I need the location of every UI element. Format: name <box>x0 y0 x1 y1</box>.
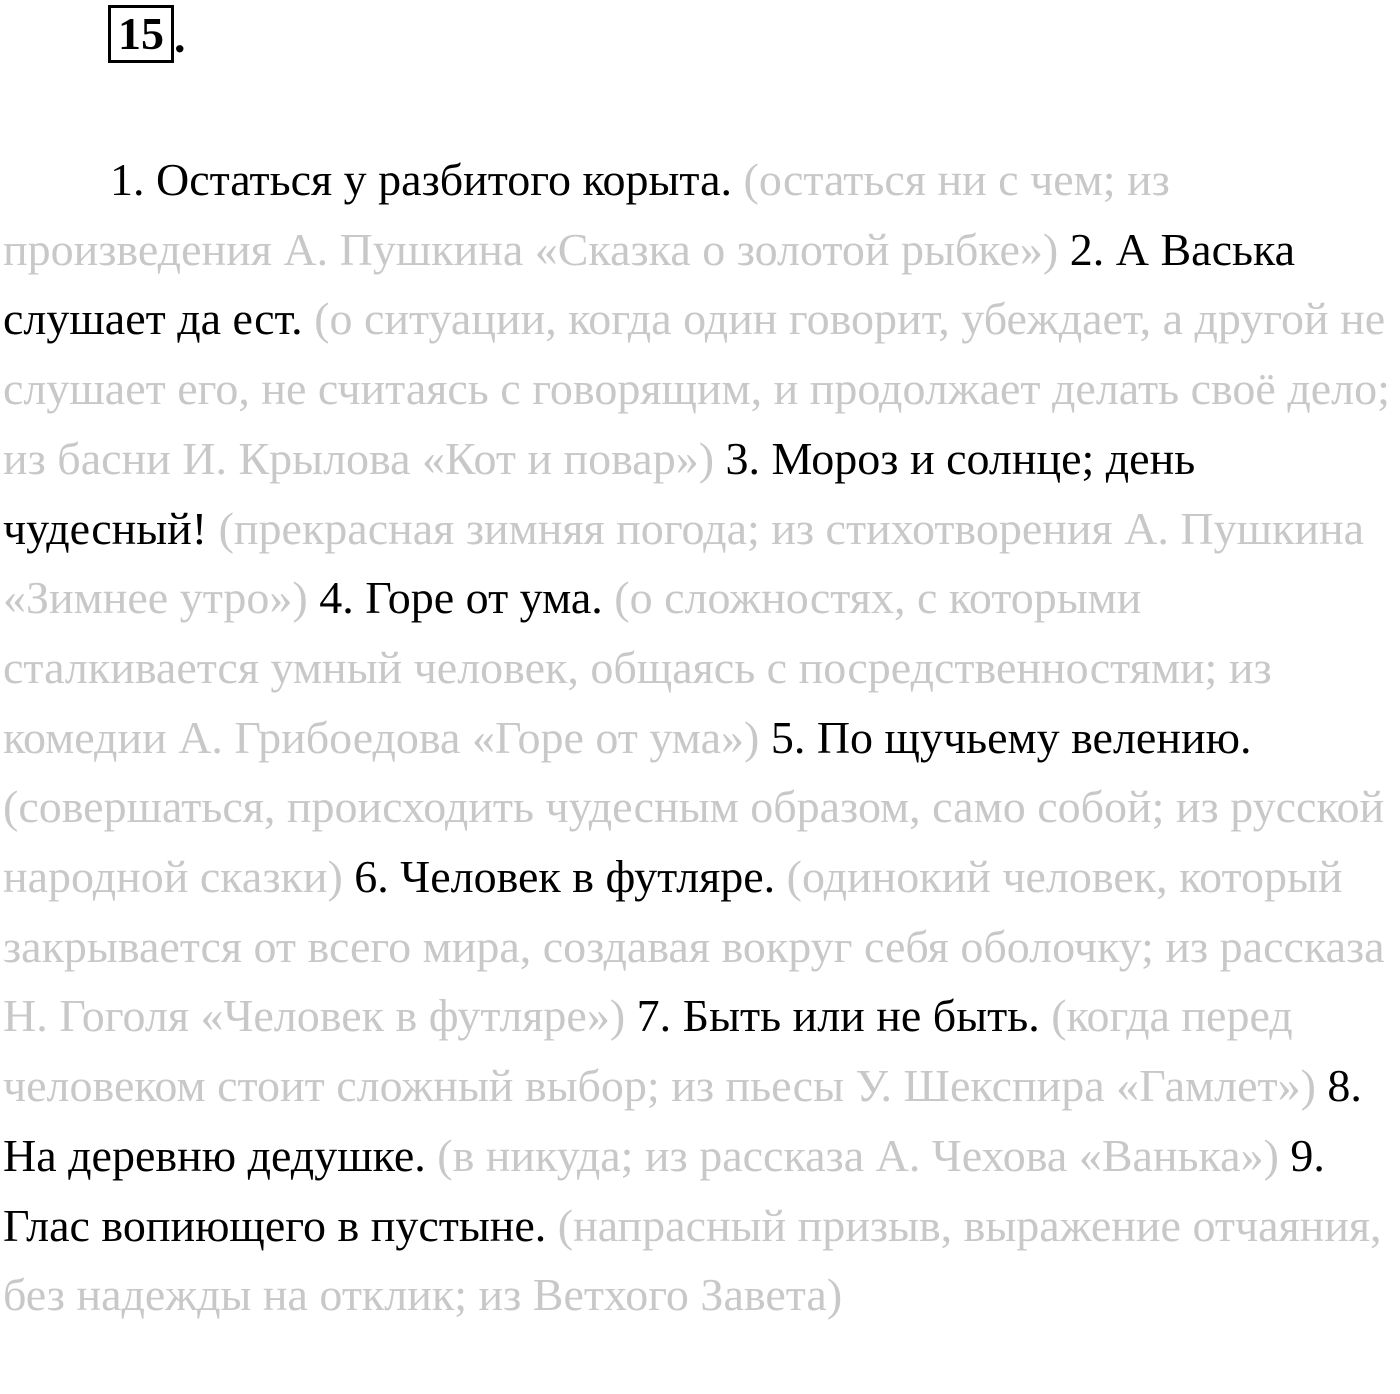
explanation-2: (о ситуации, когда один говорит, убеждает, а другой не слушает его, не считаясь с говорящим, и продолжает делать своё дело; из басни И. Крылова «Кот и повар») <box>3 293 1390 484</box>
explanation-4: (о сложностях, с которыми сталкивается умный человек, общаясь с посредственностями; из комедии А. Грибоедова «Горе от ума») <box>3 572 1272 763</box>
task-number-box: 15 <box>108 5 174 63</box>
phrase-5: 5. По щучьему велению. <box>770 711 1252 763</box>
explanation-8: (в никуда; из рассказа А. Чехова «Ванька») <box>437 1129 1279 1181</box>
answer-text <box>3 145 1397 1330</box>
task-number-dot: . <box>174 11 186 62</box>
explanation-7: (когда перед человеком стоит сложный выбор; из пьесы У. Шекспира «Гамлет») <box>3 990 1316 1112</box>
explanation-5: (совершаться, происходить чудесным образом, само собой; из русской народной сказки) <box>3 781 1385 903</box>
phrase-1: 1. Остаться у разбитого корыта. <box>110 154 733 205</box>
explanation-1: (остаться ни с чем; из произведения А. Пушкина «Сказка о золотой рыбке») <box>3 154 1170 275</box>
task-number <box>108 7 186 63</box>
phrase-9: 9. Глас вопиющего в пустыне. <box>3 1129 1325 1251</box>
explanation-3: (прекрасная зимняя погода; из стихотворения А. Пушкина «Зимнее утро») <box>3 502 1365 624</box>
phrase-3: 3. Мороз и солнце; день чудесный! <box>3 432 1196 554</box>
phrase-8: 8. На деревню дедушке. <box>3 1060 1362 1181</box>
phrase-7: 7. Быть или не быть. <box>636 990 1040 1042</box>
phrase-4: 4. Горе от ума. <box>319 572 603 624</box>
phrase-2: 2. А Васька слушает да ест. <box>3 223 1296 345</box>
explanation-9: (напрасный призыв, выражение отчаяния, без надежды на отклик; из Ветхого Завета) <box>3 1199 1382 1321</box>
explanation-6: (одинокий человек, который закрывается от всего мира, создавая вокруг себя оболочку; из рассказа Н. Гоголя «Человек в футляре») <box>3 851 1385 1042</box>
phrase-6: 6. Человек в футляре. <box>354 851 776 903</box>
